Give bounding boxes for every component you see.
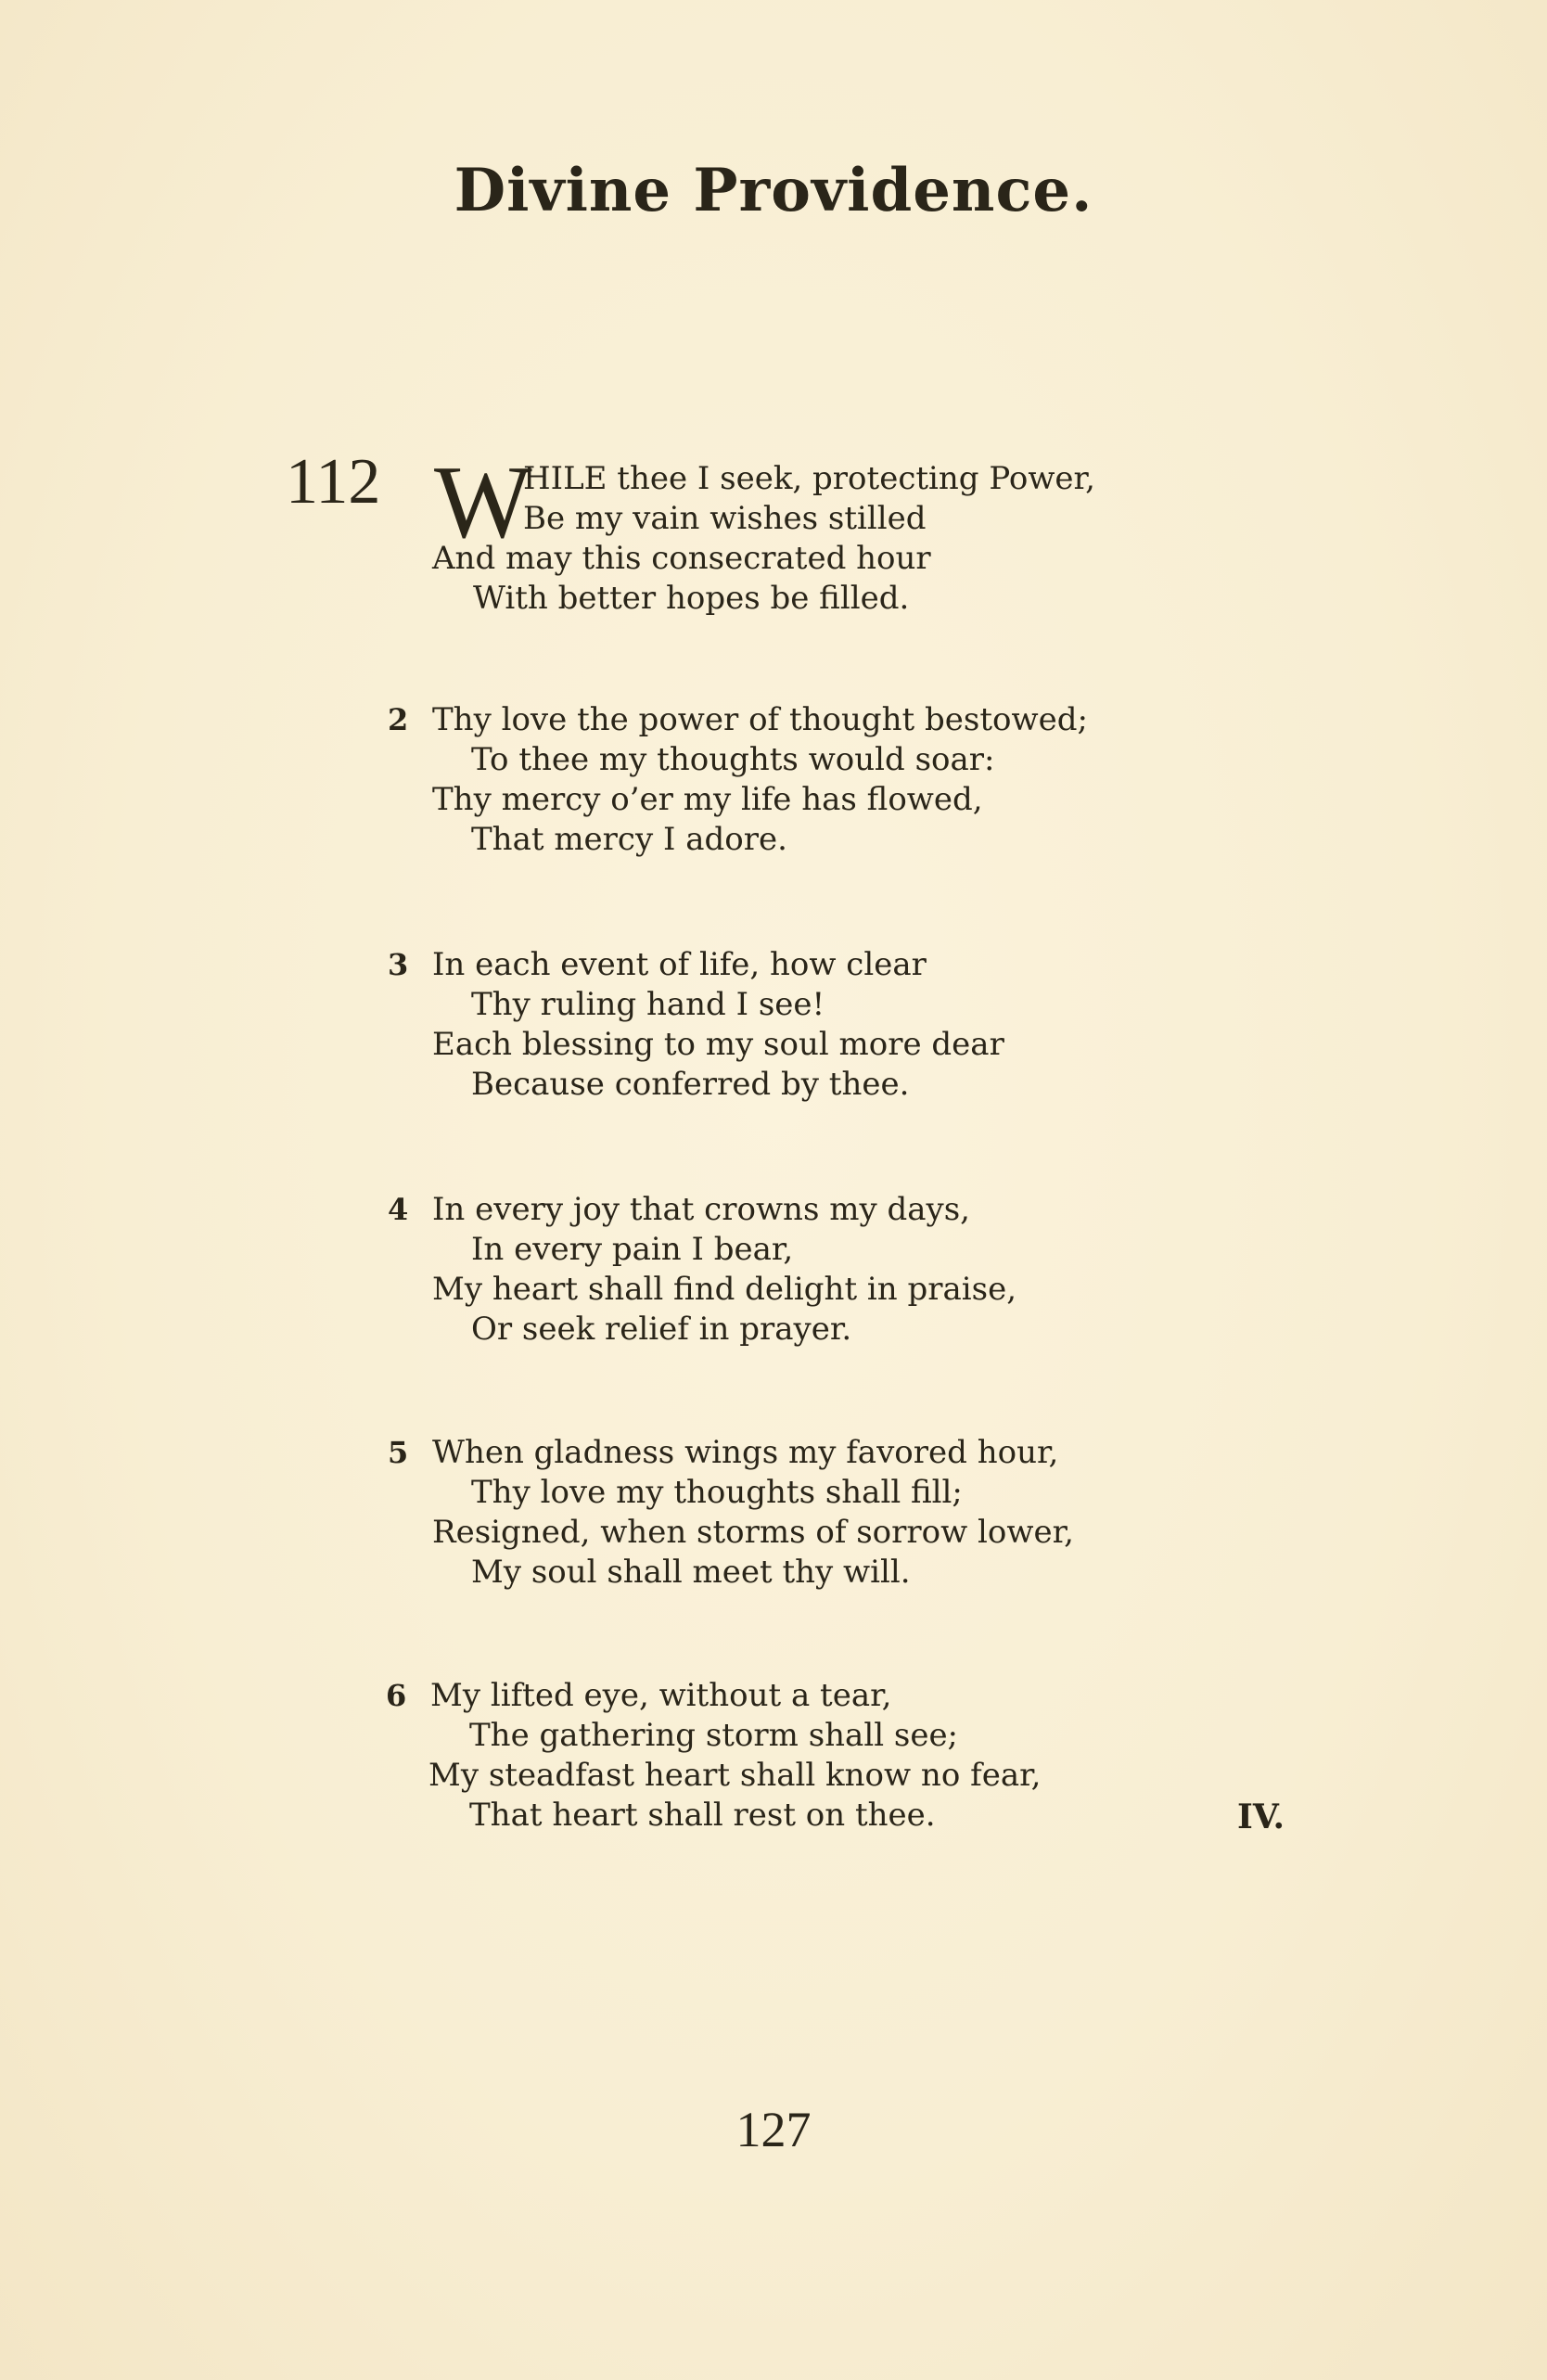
verse-2-line-3: Thy mercy o’er my life has flowed, — [432, 781, 983, 818]
verse-5-line-2: Thy love my thoughts shall fill; — [471, 1474, 963, 1511]
verse-3-line-4: Because conferred by thee. — [471, 1066, 910, 1103]
verse-4-line-2: In every pain I bear, — [471, 1231, 794, 1268]
verse-2-line-4: That mercy I adore. — [471, 821, 787, 858]
verse-3-number: 3 — [388, 947, 409, 982]
verse-6-line-2: The gathering storm shall see; — [469, 1717, 959, 1754]
verse-6-line-4: That heart shall rest on thee. — [469, 1797, 936, 1834]
verse-1-line-3: And may this consecrated hour — [432, 540, 931, 577]
verse-6-line-1: My lifted eye, without a tear, — [430, 1677, 892, 1714]
drop-cap: W — [434, 445, 532, 560]
verse-2-line-1: Thy love the power of thought bestowed; — [432, 701, 1088, 738]
verse-1-line-1: HILE thee I seek, protecting Power, — [523, 460, 1095, 497]
verse-6-line-3: My steadfast heart shall know no fear, — [428, 1757, 1042, 1794]
verse-3-line-2: Thy ruling hand I see! — [471, 986, 825, 1023]
verse-4-line-3: My heart shall find delight in praise, — [432, 1271, 1017, 1308]
verse-2-line-2: To thee my thoughts would soar: — [471, 741, 995, 778]
verse-2-number: 2 — [388, 702, 409, 737]
verse-4-line-4: Or seek relief in prayer. — [471, 1311, 852, 1348]
verse-3-line-3: Each blessing to my soul more dear — [432, 1026, 1004, 1063]
verse-6-number: 6 — [386, 1678, 407, 1713]
verse-4-number: 4 — [388, 1192, 409, 1227]
verse-1-line-4: With better hopes be filled. — [473, 580, 910, 617]
verse-5-line-3: Resigned, when storms of sorrow lower, — [432, 1514, 1074, 1551]
page-number: 127 — [735, 2102, 812, 2157]
verse-5-number: 5 — [388, 1435, 409, 1470]
verse-4-line-1: In every joy that crowns my days, — [432, 1191, 970, 1228]
page-title: Divine Providence. — [454, 156, 1093, 225]
verse-1-line-2: Be my vain wishes stilled — [523, 500, 927, 537]
verse-5-line-1: When gladness wings my favored hour, — [432, 1434, 1059, 1471]
verse-3-line-1: In each event of life, how clear — [432, 946, 927, 983]
verse-5-line-4: My soul shall meet thy will. — [471, 1554, 911, 1591]
hymn-number: 112 — [286, 446, 381, 518]
meter-marking: IV. — [1237, 1798, 1285, 1836]
